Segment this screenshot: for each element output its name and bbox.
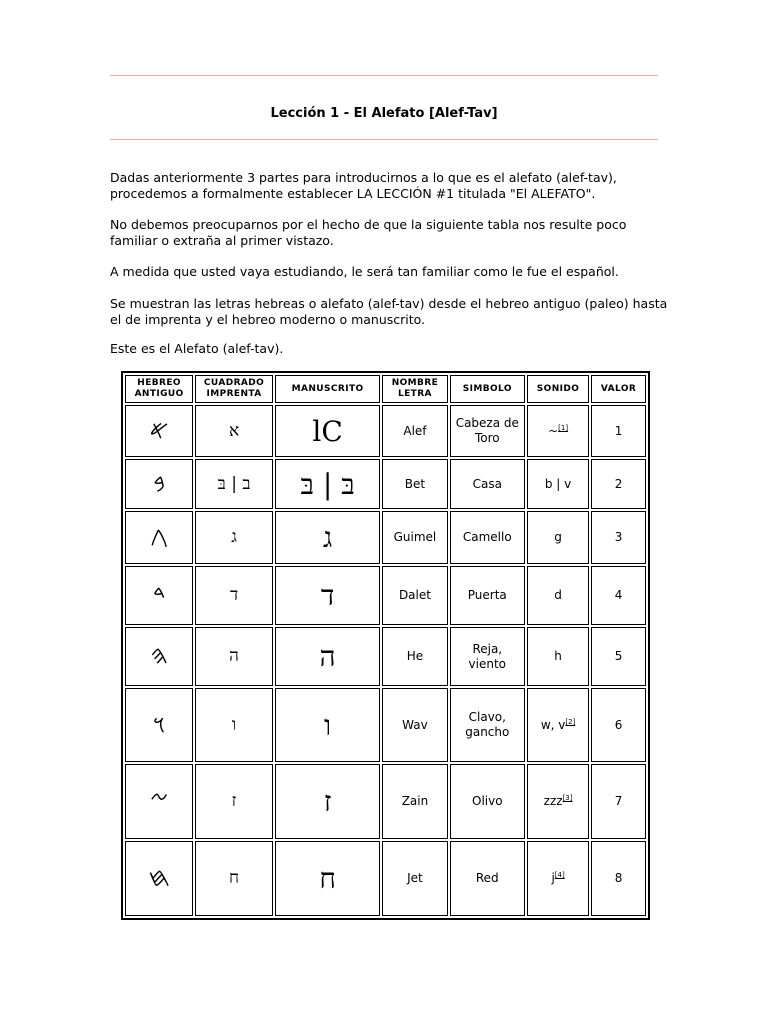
letter-value: 7 [591, 764, 646, 839]
letter-name: Dalet [382, 566, 447, 625]
letter-name: Alef [382, 405, 447, 457]
letter-name: Guimel [382, 511, 447, 564]
square-letter: ח [195, 841, 273, 916]
letter-sound: h [527, 627, 589, 686]
script-letter: ו [275, 688, 381, 762]
script-letter: ה [275, 627, 381, 686]
letter-value: 3 [591, 511, 646, 564]
table-row [125, 459, 646, 509]
table-row [125, 405, 646, 457]
script-letter: ד [275, 566, 381, 625]
letter-value: 8 [591, 841, 646, 916]
table-row [125, 764, 646, 839]
square-letter: ז [195, 764, 273, 839]
letter-sound: d [527, 566, 589, 625]
header-nombre-letra: NOMBRE LETRA [382, 375, 447, 403]
title-divider [110, 139, 658, 140]
paleo-letter: 𐤄 [125, 627, 193, 686]
letter-value: 6 [591, 688, 646, 762]
paleo-letter: 𐤇 [125, 841, 193, 916]
table-row [125, 841, 646, 916]
square-letter: א [195, 405, 273, 457]
paleo-letter: 𐤀 [125, 405, 193, 457]
letter-sound: w, v[2] [527, 688, 589, 762]
letter-value: 1 [591, 405, 646, 457]
letter-name: He [382, 627, 447, 686]
paleo-letter: 𐤂 [125, 511, 193, 564]
header-simbolo: SIMBOLO [450, 375, 526, 403]
letter-name: Bet [382, 459, 447, 509]
script-letter: ח [275, 841, 381, 916]
letter-name: Wav [382, 688, 447, 762]
letter-symbol: Clavo, gancho [450, 688, 526, 762]
header-manuscrito: MANUSCRITO [275, 375, 381, 403]
header-valor: VALOR [591, 375, 646, 403]
letter-sound: b | v [527, 459, 589, 509]
table-row [125, 566, 646, 625]
letter-symbol: Camello [450, 511, 526, 564]
table-row [125, 627, 646, 686]
letter-symbol: Red [450, 841, 526, 916]
script-letter: ג [275, 511, 381, 564]
table-caption: Este es el Alefato (alef-tav). [110, 341, 284, 356]
letter-sound: g [527, 511, 589, 564]
script-letter: lC [275, 405, 381, 457]
paleo-letter: 𐤁 [125, 459, 193, 509]
letter-value: 4 [591, 566, 646, 625]
letter-symbol: Olivo [450, 764, 526, 839]
page-title: Lección 1 - El Alefato [Alef-Tav] [270, 106, 498, 121]
letter-symbol: Casa [450, 459, 526, 509]
letter-name: Jet [382, 841, 447, 916]
letter-name: Zain [382, 764, 447, 839]
square-letter: ו [195, 688, 273, 762]
footnote-link[interactable]: [2] [565, 717, 576, 726]
header-cuadrado-imprenta: CUADRADO IMPRENTA [195, 375, 273, 403]
footnote-link[interactable]: [1] [558, 423, 569, 432]
letter-value: 5 [591, 627, 646, 686]
letter-value: 2 [591, 459, 646, 509]
letter-sound: ~[1] [527, 405, 589, 457]
script-letter: בּ | בּ [275, 459, 381, 509]
letter-symbol: Reja, viento [450, 627, 526, 686]
table-row [125, 511, 646, 564]
table-header-row [125, 375, 646, 403]
square-letter: ג [195, 511, 273, 564]
letter-symbol: Puerta [450, 566, 526, 625]
header-sonido: SONIDO [527, 375, 589, 403]
note-paragraph: No debemos preocuparnos por el hecho de que la siguiente tabla nos resulte poco familiar o extraña al primer vistazo. [110, 217, 627, 248]
top-divider [110, 75, 658, 76]
square-letter: ה [195, 627, 273, 686]
square-letter: ד [195, 566, 273, 625]
intro-paragraph: Dadas anteriormente 3 partes para introducirnos a lo que es el alefato (alef-tav), procedemos a formalmente establecer LA LECCIÓN #1 titulada "El ALEFATO". [110, 170, 617, 201]
footnote-link[interactable]: [4] [554, 871, 565, 879]
square-letter: ב | בּ [195, 459, 273, 509]
letter-symbol: Cabeza de Toro [450, 405, 526, 457]
study-paragraph: A medida que usted vaya estudiando, le será tan familiar como le fue el español. [110, 264, 619, 279]
paleo-letter: 𐤆 [125, 764, 193, 839]
description-paragraph: Se muestran las letras hebreas o alefato (alef-tav) desde el hebreo antiguo (paleo) hasta el de imprenta y el hebreo moderno o manuscrito. [110, 296, 668, 327]
paleo-letter: 𐤃 [125, 566, 193, 625]
alefato-table [121, 371, 650, 920]
script-letter: ז [275, 764, 381, 839]
table-row [125, 688, 646, 762]
letter-sound: j[4] [527, 841, 589, 916]
letter-sound: zzz[3] [527, 764, 589, 839]
paleo-letter: 𐤅 [125, 688, 193, 762]
footnote-link[interactable]: [3] [562, 794, 573, 802]
header-hebreo-antiguo: HEBREO ANTIGUO [125, 375, 193, 403]
